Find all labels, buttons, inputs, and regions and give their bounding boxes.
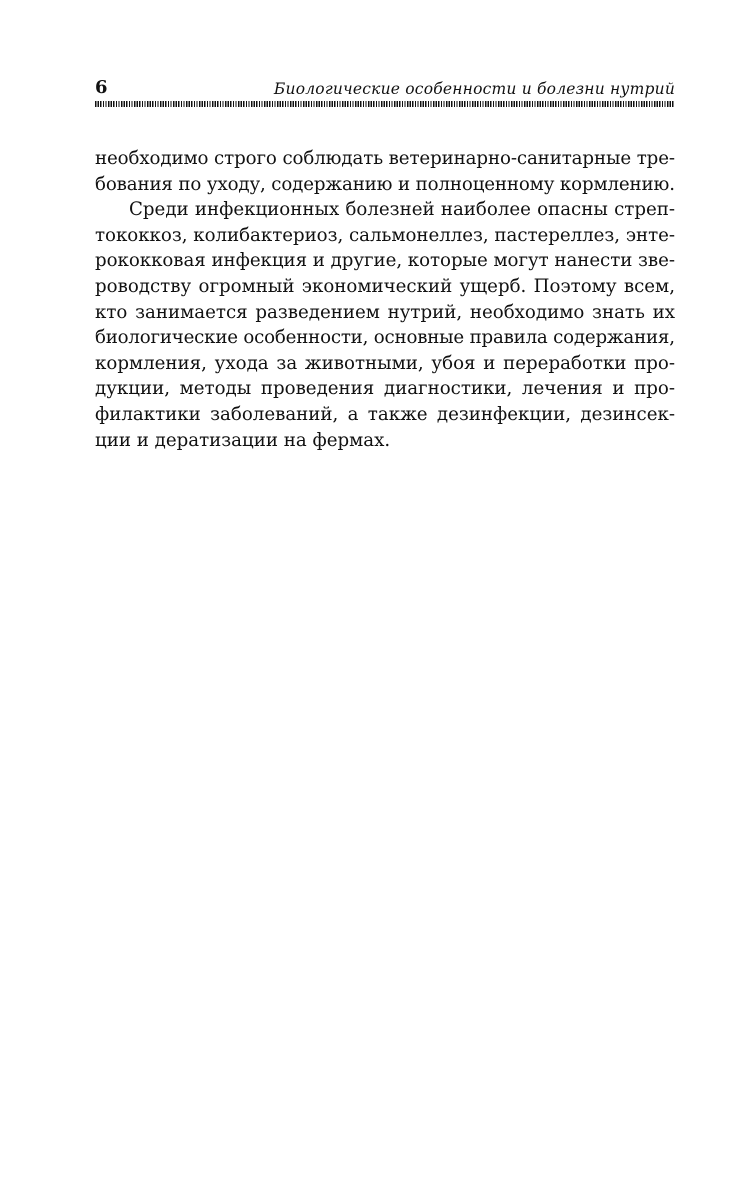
text-line: ции и дератизации на фермах. [95, 429, 391, 451]
text-line: тококкоз, колибактериоз, сальмонеллез, пастереллез, энте- [95, 224, 675, 246]
running-title: Биологические особенности и болезни нутрий [273, 80, 675, 98]
text-line: филактики заболеваний, а также дезинфекции, дезинсек- [95, 403, 675, 425]
body-text [95, 146, 675, 453]
text-line: дукции, методы проведения диагностики, лечения и про- [95, 378, 675, 400]
text-line: кто занимается разведением нутрий, необходимо знать их [95, 301, 675, 323]
text-line: кормления, ухода за животными, убоя и переработки про- [95, 352, 675, 374]
header-hatched-rule [95, 101, 675, 107]
text-line: бования по уходу, содержанию и полноценному кормлению. [95, 173, 675, 195]
text-line: роводству огромный экономический ущерб. Поэтому всем, [95, 275, 675, 297]
text-line: рококковая инфекция и другие, которые могут нанести зве- [95, 250, 675, 272]
paragraph-2 [95, 197, 675, 453]
paragraph-1 [95, 146, 675, 197]
text-line: необходимо строго соблюдать ветеринарно-санитарные тре- [95, 148, 675, 169]
page-number: 6 [95, 77, 108, 98]
text-line: Среди инфекционных болезней наиболее опасны стреп- [129, 199, 675, 221]
text-line: биологические особенности, основные правила содержания, [95, 327, 675, 349]
running-header [95, 76, 675, 100]
